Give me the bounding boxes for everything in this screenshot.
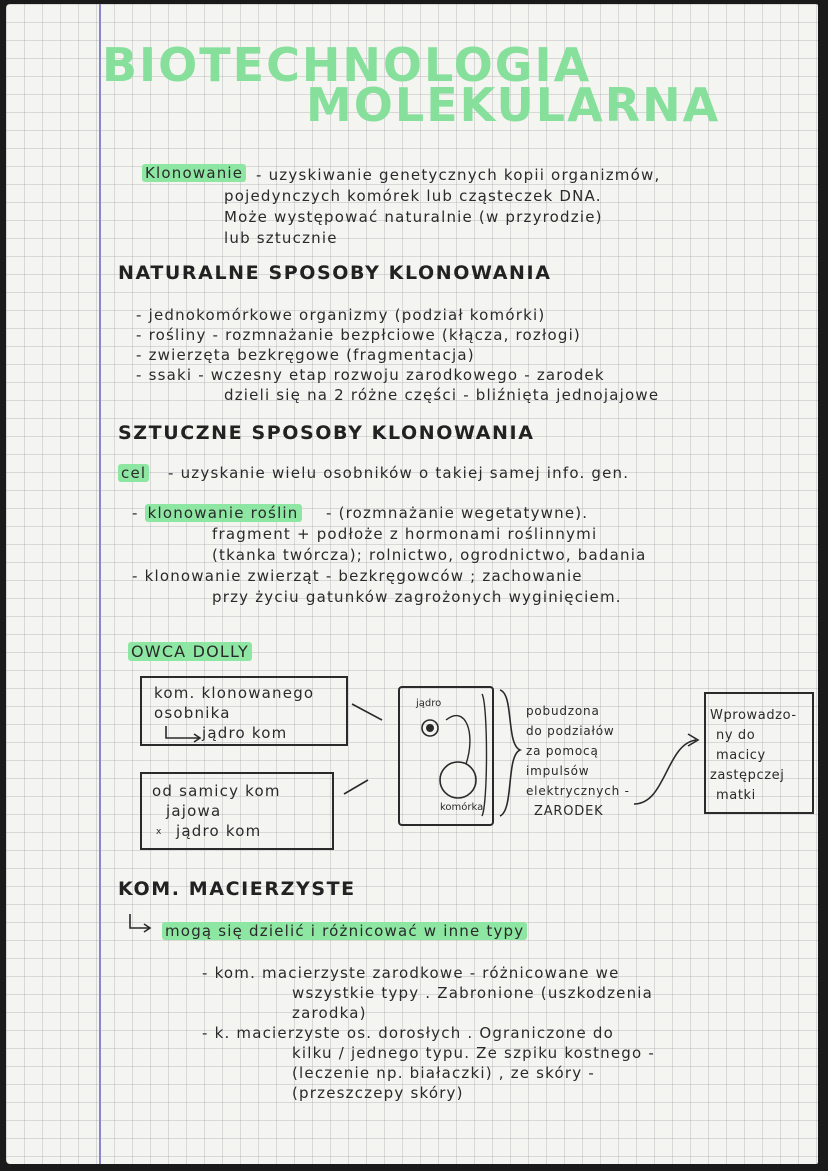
stem-adult-line: kilku / jednego typu. Ze szpiku kostnego - <box>292 1044 655 1062</box>
cell-nucleus-label: jądro <box>416 698 442 709</box>
definition-line: - uzyskiwanie genetycznych kopii organizmów, <box>256 166 661 184</box>
list-item: - zwierzęta bezkręgowe (fragmentacja) <box>136 346 475 364</box>
cell-label: komórka <box>440 802 484 813</box>
box3-line: matki <box>716 788 756 803</box>
egg-cell-icon <box>440 762 476 798</box>
list-item: - ssaki - wczesny etap rozwoju zarodkowego - zarodek <box>136 366 605 384</box>
heading-stem-cells: KOM. MACIERZYSTE <box>118 878 356 900</box>
stimulation-line: za pomocą <box>526 744 599 758</box>
stem-highlight: mogą się dzielić i różnicować w inne typy <box>162 922 527 940</box>
animal-line: - klonowanie zwierząt - bezkręgowców ; zachowanie <box>132 567 583 585</box>
stimulation-line: elektrycznych - <box>526 784 630 798</box>
animal-line: przy życiu gatunków zagrożonych wyginięciem. <box>212 588 622 606</box>
stimulation-line: ZARODEK <box>534 804 604 819</box>
heading-artificial: SZTUCZNE SPOSOBY KLONOWANIA <box>118 422 535 444</box>
list-item: - rośliny - rozmnażanie bezpłciowe (kłącza, rozłogi) <box>136 326 581 344</box>
plant-line: fragment + podłoże z hormonami roślinnymi <box>212 525 598 543</box>
box2-line: jajowa <box>166 802 222 820</box>
sketch-overlay <box>6 4 818 1164</box>
heading-natural: NATURALNE SPOSOBY KLONOWANIA <box>118 262 552 284</box>
stimulation-line: do podziałów <box>526 724 615 738</box>
cel-label: cel <box>118 464 149 482</box>
box2-line: jądro kom <box>176 822 262 840</box>
list-item: dzieli się na 2 różne części - bliźnięta jednojajowe <box>224 386 660 404</box>
x-mark-icon: x <box>156 827 162 837</box>
stimulation-line: pobudzona <box>526 704 600 718</box>
box3-line: Wprowadzo- <box>710 708 797 723</box>
curly-brace <box>500 690 520 816</box>
arrow-icon <box>634 740 696 804</box>
title-line2: MOLEKULARNA <box>306 78 721 132</box>
stem-embryonic-line: - kom. macierzyste zarodkowe - różnicowane we <box>202 964 620 982</box>
hook-arrow-icon <box>166 726 200 738</box>
stem-adult-line: (przeszczepy skóry) <box>292 1084 464 1102</box>
box2-line: od samicy kom <box>152 782 281 800</box>
plant-label: - klonowanie roślin <box>132 504 302 522</box>
notebook-page <box>6 4 818 1164</box>
title-line1: BIOTECHNOLOGIA <box>102 38 592 92</box>
list-item: - jednokomórkowe organizmy (podział komórki) <box>136 306 546 324</box>
stem-adult-line: (leczenie np. białaczki) , ze skóry - <box>292 1064 595 1082</box>
box3-line: zastępczej <box>710 768 785 783</box>
box3-line: macicy <box>716 748 766 763</box>
connector-line <box>344 780 368 794</box>
definition-line: pojedynczych komórek lub cząsteczek DNA. <box>224 187 602 205</box>
plant-line: (tkanka twórcza); rolnictwo, ogrodnictwo, badania <box>212 546 647 564</box>
cel-text: - uzyskanie wielu osobników o takiej samej info. gen. <box>168 464 630 482</box>
box1-line: kom. klonowanego <box>154 684 315 702</box>
box1-line: osobnika <box>154 704 231 722</box>
stimulation-line: impulsów <box>526 764 590 778</box>
box3-line: ny do <box>716 728 756 743</box>
stem-embryonic-line: wszystkie typy . Zabronione (uszkodzenia <box>292 984 654 1002</box>
stem-adult-line: - k. macierzyste os. dorosłych . Ograniczone do <box>202 1024 614 1042</box>
stem-embryonic-line: zarodka) <box>292 1004 367 1022</box>
connector-line <box>352 704 382 720</box>
box1-line: jądro kom <box>202 724 288 742</box>
definition-line: Może występować naturalnie (w przyrodzie) <box>224 208 603 226</box>
term-klonowanie: Klonowanie <box>142 164 246 182</box>
plant-line: - (rozmnażanie wegetatywne). <box>326 504 589 522</box>
definition-line: lub sztucznie <box>224 229 338 247</box>
heading-dolly: OWCA DOLLY <box>128 642 252 661</box>
